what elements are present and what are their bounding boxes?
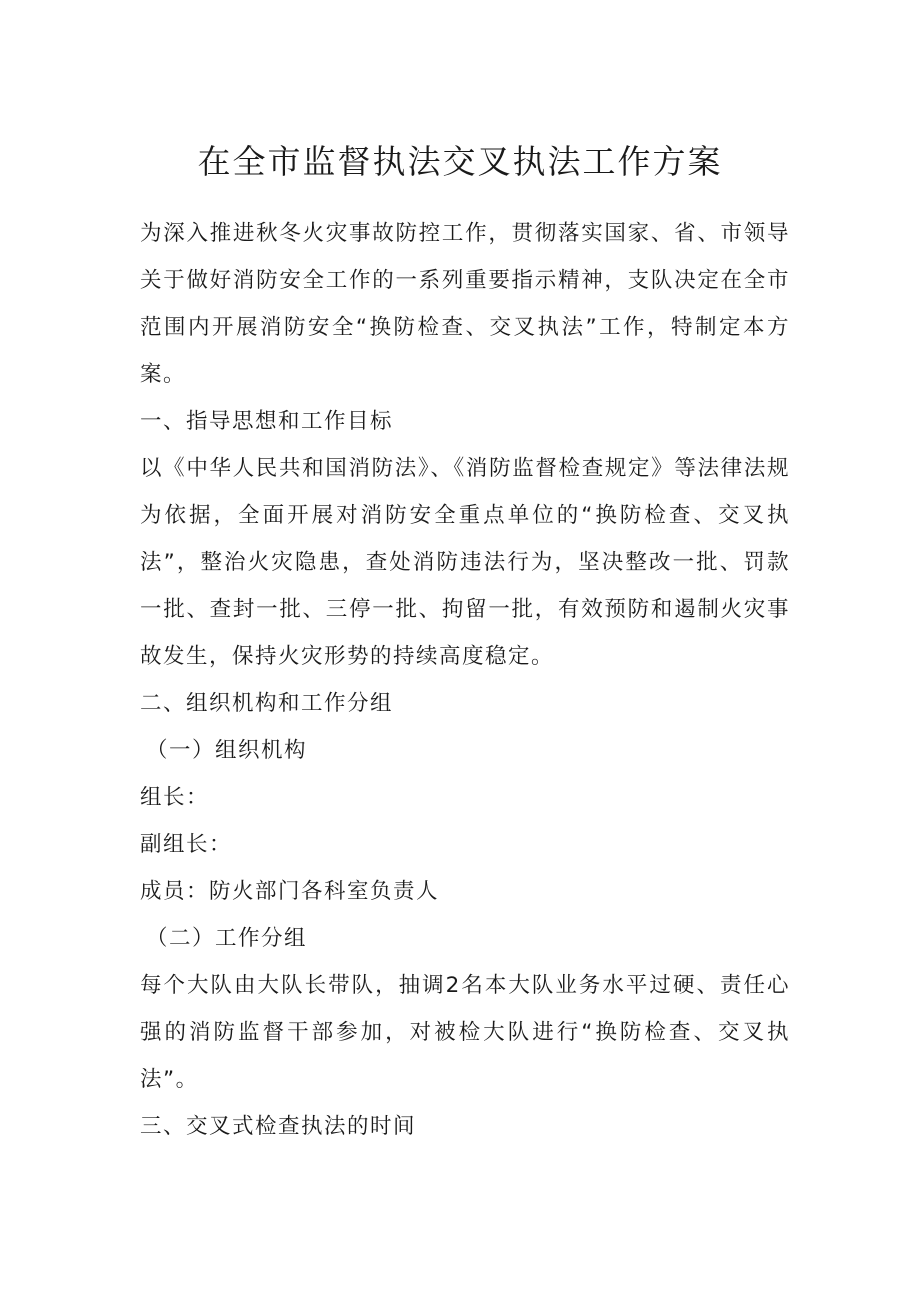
members-line: 成员：防火部门各科室负责人 — [140, 879, 440, 904]
group-leader-line: 组长： — [140, 785, 210, 810]
intro-paragraph: 为深入推进秋冬火灾事故防控工作，贯彻落实国家、省、市领导关于做好消防安全工作的一系列重要指示精神，支队决定在全市范围内开展消防安全“换防检查、交叉执法”工作，特制定本方案。 — [140, 221, 790, 387]
section2-sub2-paragraph: 每个大队由大队长带队，抽调2名本大队业务水平过硬、责任心强的消防监督干部参加，对被检大队进行“换防检查、交叉执法”。 — [140, 973, 790, 1092]
deputy-leader-line: 副组长： — [140, 832, 233, 857]
section3-heading: 三、交叉式检查执法的时间 — [140, 1114, 417, 1139]
document-body — [140, 210, 790, 1150]
section1-heading: 一、指导思想和工作目标 — [140, 409, 394, 434]
section2-sub1-heading: （一）组织机构 — [146, 738, 308, 763]
section2-sub2-heading: （二）工作分组 — [146, 926, 308, 951]
section2-heading: 二、组织机构和工作分组 — [140, 691, 394, 716]
document-title: 在全市监督执法交叉执法工作方案 — [197, 142, 723, 181]
section1-paragraph: 以《中华人民共和国消防法》、《消防监督检查规定》等法律法规为依据，全面开展对消防安全重点单位的“换防检查、交叉执法”，整治火灾隐患，查处消防违法行为，坚决整改一批、罚款一批、查封一批、三停一批、拘留一批，有效预防和遏制火灾事故发生，保持火灾形势的持续高度稳定。 — [140, 456, 790, 669]
